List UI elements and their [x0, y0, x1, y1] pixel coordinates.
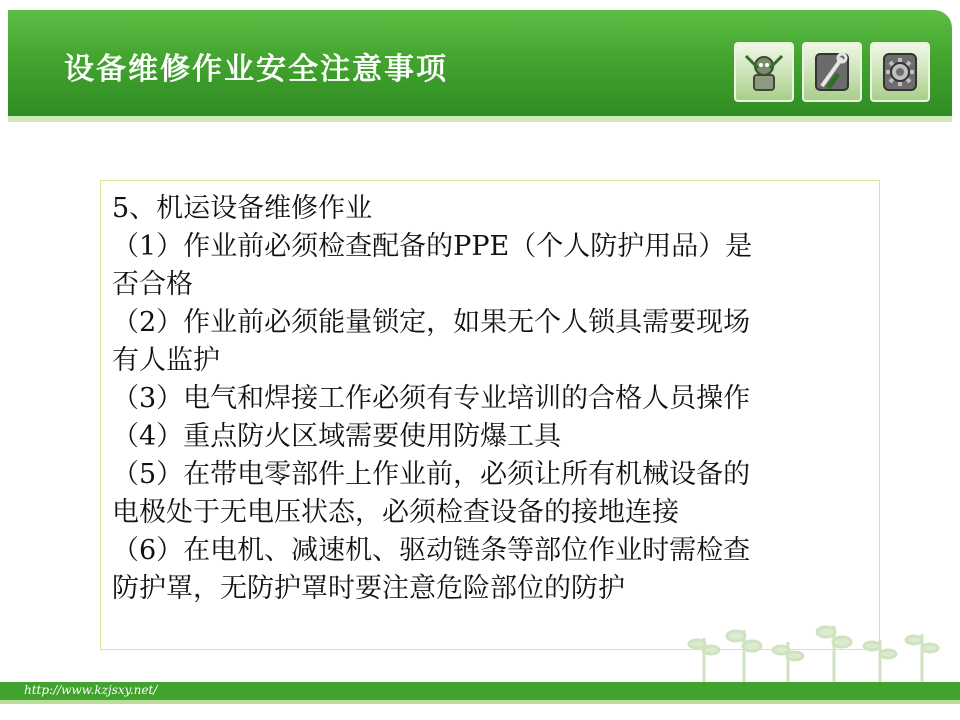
content-text — [112, 190, 872, 608]
wrench-screwdriver-icon — [802, 42, 862, 102]
robot-tools-icon — [734, 42, 794, 102]
text-line: （4）重点防火区域需要使用防爆工具 — [112, 421, 562, 452]
footer-stripe — [0, 700, 960, 704]
text-line: （3）电气和焊接工作必须有专业培训的合格人员操作 — [112, 383, 751, 414]
text-line: 电极处于无电压状态，必须检查设备的接地连接 — [112, 497, 679, 528]
gear-icon — [870, 42, 930, 102]
text-line: （6）在电机、减速机、驱动链条等部位作业时需检查 — [112, 535, 751, 566]
text-line: （2）作业前必须能量锁定，如果无个人锁具需要现场 — [112, 307, 751, 338]
text-line: 有人监护 — [112, 345, 220, 376]
footer-url[interactable]: http://www.kzjsxy.net/ — [24, 683, 158, 697]
header-stripe — [8, 116, 952, 122]
text-line: 防护罩，无防护罩时要注意危险部位的防护 — [112, 573, 625, 604]
text-line: （1）作业前必须检查配备的PPE（个人防护用品）是 — [112, 231, 753, 262]
text-line: 否合格 — [112, 269, 193, 300]
section-heading: 5、机运设备维修作业 — [112, 193, 373, 224]
header-icons — [734, 42, 930, 102]
page-title: 设备维修作业安全注意事项 — [64, 52, 448, 87]
text-line: （5）在带电零部件上作业前，必须让所有机械设备的 — [112, 459, 751, 490]
plants-decoration — [684, 620, 944, 686]
